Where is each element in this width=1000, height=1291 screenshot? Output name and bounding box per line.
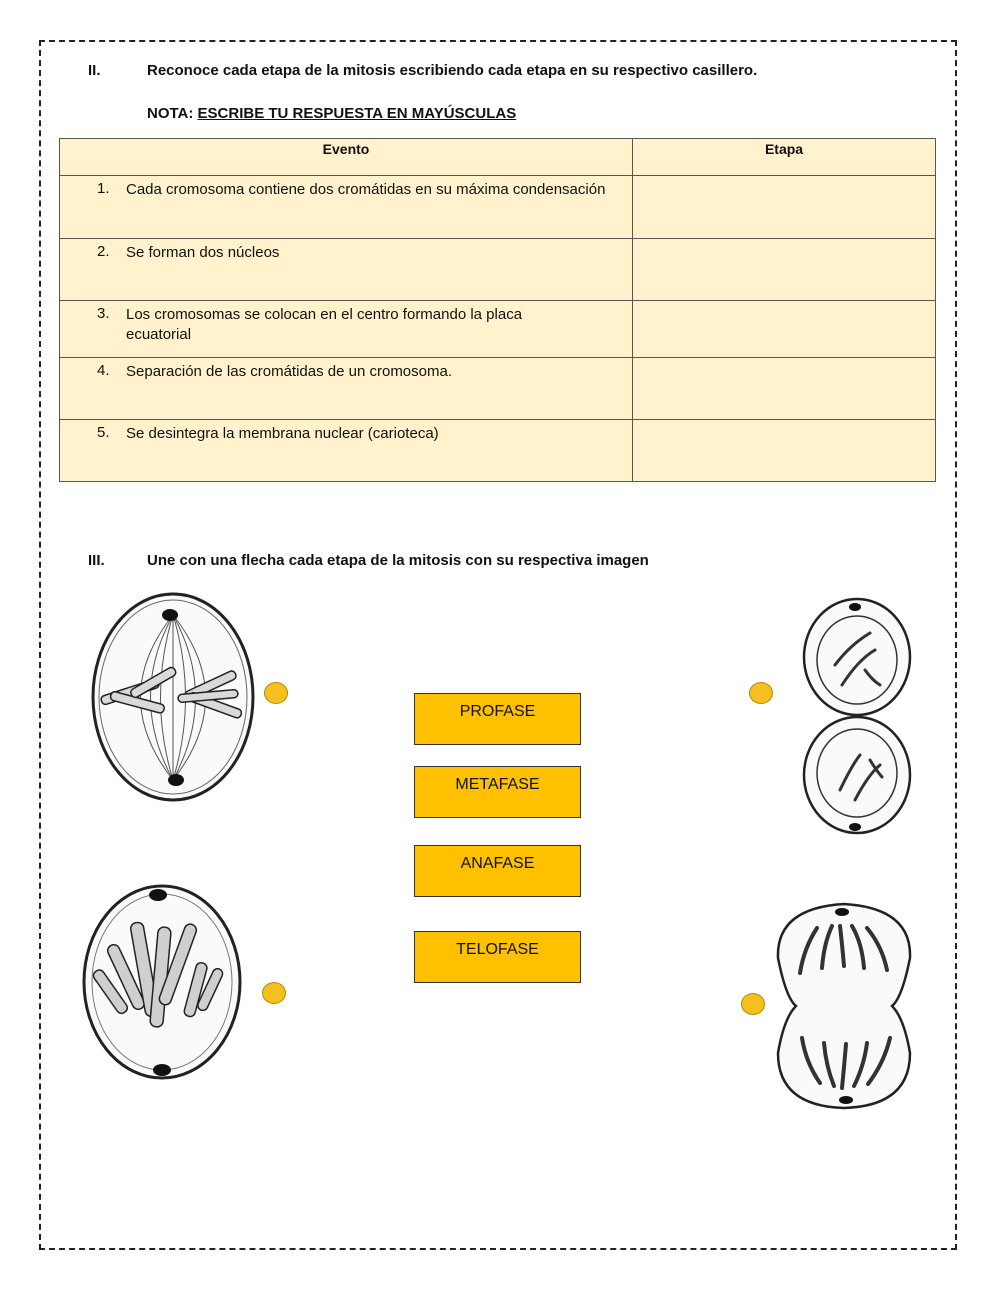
table-row [60,420,936,482]
anaphase-cell-illustration [772,898,917,1113]
telophase-cell-illustration [800,595,915,840]
event-text: Los cromosomas se colocan en el centro formando la placa ecuatorial [126,306,523,343]
answer-cell-1[interactable] [633,176,936,239]
note [147,105,516,122]
answer-cell-4[interactable] [633,358,936,420]
section-2-number: II. [88,62,101,79]
event-text: Se desintegra la membrana nuclear (carioteca) [126,425,439,442]
stage-metafase-box[interactable]: METAFASE [414,766,581,818]
answer-cell-3[interactable] [633,301,936,358]
connect-dot-top-left[interactable] [264,682,288,704]
row-number: 5. [97,424,110,441]
row-number: 3. [97,305,110,322]
event-text: Separación de las cromátidas de un cromosoma. [126,363,453,380]
event-text: Cada cromosoma contiene dos cromátidas en su máxima condensación [126,181,606,198]
header-etapa: Etapa [633,139,936,176]
table-row [60,239,936,301]
row-number: 1. [97,180,110,197]
answer-cell-2[interactable] [633,239,936,301]
stage-telofase-box[interactable]: TELOFASE [414,931,581,983]
metaphase-cell-illustration [88,590,258,805]
header-evento: Evento [60,139,633,176]
table-row [60,301,936,358]
row-number: 2. [97,243,110,260]
section-2-title: Reconoce cada etapa de la mitosis escribiendo cada etapa en su respectivo casillero. [147,62,758,79]
answer-cell-5[interactable] [633,420,936,482]
stage-profase-box[interactable]: PROFASE [414,693,581,745]
connect-dot-bottom-right[interactable] [741,993,765,1015]
note-prefix: NOTA: [147,105,198,122]
section-3-number: III. [88,552,105,569]
stage-anafase-box[interactable]: ANAFASE [414,845,581,897]
prophase-cell-illustration [80,882,245,1082]
table-row [60,358,936,420]
connect-dot-bottom-left[interactable] [262,982,286,1004]
event-text: Se forman dos núcleos [126,244,280,261]
row-number: 4. [97,362,110,379]
connect-dot-top-right[interactable] [749,682,773,704]
table-row [60,176,936,239]
events-table [59,138,936,482]
note-text: ESCRIBE TU RESPUESTA EN MAYÚSCULAS [197,105,517,122]
section-3-title: Une con una flecha cada etapa de la mitosis con su respectiva imagen [147,552,649,569]
